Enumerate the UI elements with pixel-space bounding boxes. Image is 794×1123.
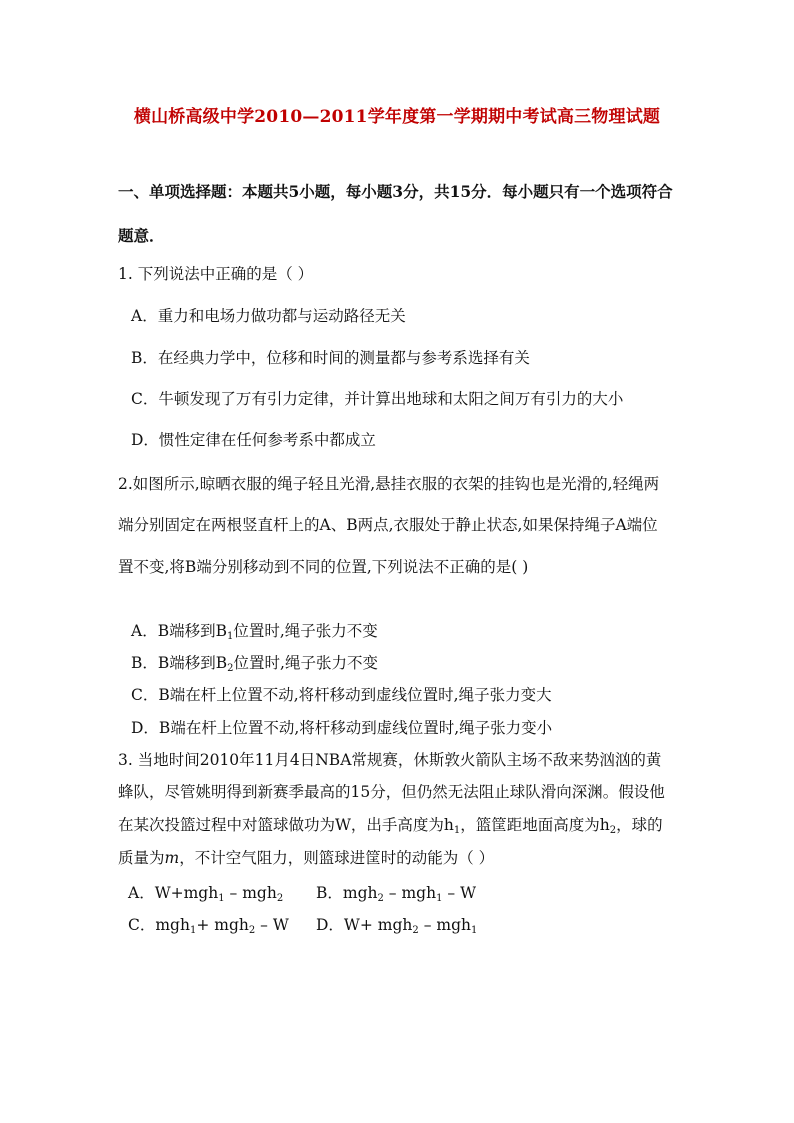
q3-option-d-part: D．W+ mgh bbox=[316, 916, 413, 934]
section-heading-line2: 题意． bbox=[118, 226, 165, 245]
q3-option-b-part2: – mgh bbox=[383, 884, 437, 902]
section-heading-line1: 一、单项选择题：本题共5小题，每小题3分，共15分．每小题只有一个选项符合 bbox=[118, 182, 673, 201]
q3-option-d-sub1: 2 bbox=[412, 925, 419, 936]
q2-stem-line3: 置不变,将B端分别移动到不同的位置,下列说法不正确的是( ) bbox=[118, 558, 529, 576]
q3-option-c-part2: + mgh bbox=[196, 916, 249, 934]
q3-option-d bbox=[316, 913, 477, 936]
q2-option-b-sub: 2 bbox=[227, 663, 234, 674]
q3-option-b-part: B．mgh bbox=[316, 884, 378, 902]
q3-option-c bbox=[128, 913, 289, 936]
q3-option-a bbox=[128, 881, 283, 904]
q3-option-b-sub1: 2 bbox=[377, 893, 384, 904]
q3-option-b-part3: – W bbox=[442, 884, 477, 902]
q3-option-b-sub2: 1 bbox=[436, 893, 443, 904]
q3-option-c-sub2: 2 bbox=[248, 925, 256, 936]
q2-option-c: C．B端在杆上位置不动,将杆移动到虚线位置时,绳子张力变大 bbox=[131, 686, 552, 704]
q3-option-b bbox=[316, 881, 476, 904]
exam-title: 横山桥高级中学2010—2011学年度第一学期期中考试高三物理试题 bbox=[133, 107, 661, 127]
q2-option-b-text: B．B端移到B bbox=[131, 654, 228, 672]
q3-option-d-part2: – mgh bbox=[418, 916, 471, 934]
q1-option-c: C．牛顿发现了万有引力定律，并计算出地球和太阳之间万有引力的大小 bbox=[131, 390, 624, 408]
q3-option-a-part: A．W+mgh bbox=[128, 884, 219, 902]
q2-option-b bbox=[131, 651, 378, 674]
q3-stem-line1: 3. 当地时间2010年11月4日NBA常规赛，休斯敦火箭队主场不敌来势汹汹的黄 bbox=[118, 751, 662, 769]
q3-stem-line3 bbox=[118, 813, 663, 836]
q3-line3-sub1: 1 bbox=[453, 825, 461, 836]
q1-option-b: B．在经典力学中，位移和时间的测量都与参考系选择有关 bbox=[131, 349, 530, 367]
q3-line4-part-a: 质量为 bbox=[118, 849, 165, 867]
q3-line3-part-b: ，篮筐距地面高度为h bbox=[460, 816, 610, 834]
q3-option-d-sub2: 1 bbox=[470, 925, 478, 936]
q2-option-b-tail: 位置时,绳子张力不变 bbox=[233, 654, 378, 672]
q3-stem-line2: 蜂队，尽管姚明得到新赛季最高的15分，但仍然无法阻止球队滑向深渊。假设他 bbox=[118, 783, 665, 801]
q2-stem-line2: 端分别固定在两根竖直杆上的A、B两点,衣服处于静止状态,如果保持绳子A端位 bbox=[118, 516, 658, 534]
q3-option-a-sub2: 2 bbox=[276, 893, 284, 904]
q3-line3-sub2: 2 bbox=[609, 825, 617, 836]
q3-option-c-sub1: 1 bbox=[189, 925, 197, 936]
q3-line4-mass-symbol: m bbox=[164, 849, 180, 867]
q1-option-d: D．惯性定律在任何参考系中都成立 bbox=[131, 431, 376, 449]
q3-option-a-part2: – mgh bbox=[224, 884, 277, 902]
q2-option-d: D．B端在杆上位置不动,将杆移动到虚线位置时,绳子张力变小 bbox=[131, 719, 553, 737]
q2-option-a-text: A．B端移到B bbox=[131, 622, 227, 640]
q2-option-a bbox=[131, 619, 378, 642]
q1-stem: 1. 下列说法中正确的是（ ） bbox=[118, 265, 314, 283]
q3-option-c-part: C．mgh bbox=[128, 916, 190, 934]
q2-option-a-sub: 1 bbox=[226, 631, 234, 642]
q2-stem-line1: 2.如图所示,晾晒衣服的绳子轻且光滑,悬挂衣服的衣架的挂钩也是光滑的,轻绳两 bbox=[118, 475, 660, 493]
q1-option-a: A．重力和电场力做功都与运动路径无关 bbox=[131, 307, 406, 325]
q3-option-a-sub1: 1 bbox=[218, 893, 225, 904]
q2-option-a-tail: 位置时,绳子张力不变 bbox=[233, 622, 378, 640]
q3-line3-part-a: 在某次投篮过程中对篮球做功为W，出手高度为h bbox=[118, 816, 454, 834]
q3-option-c-part3: – W bbox=[255, 916, 289, 934]
q3-stem-line4 bbox=[118, 846, 494, 868]
q3-line4-part-b: ，不计空气阻力，则篮球进筐时的动能为（ ） bbox=[179, 849, 495, 867]
q3-line3-part-c: ，球的 bbox=[616, 816, 663, 834]
